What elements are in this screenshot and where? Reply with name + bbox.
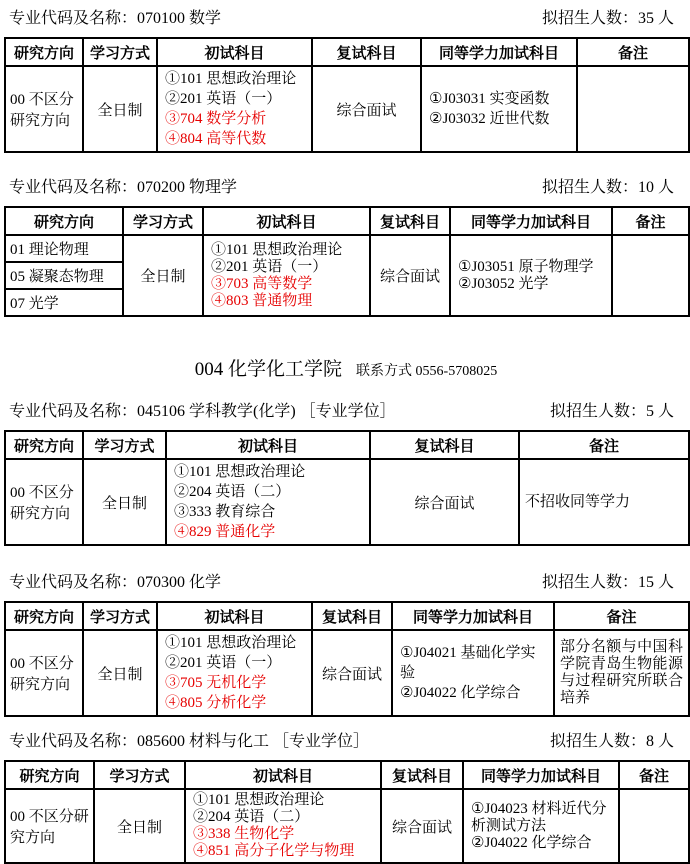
col-header-study-mode: 学习方式 [123,207,203,235]
col-header-remarks: 备注 [612,207,689,235]
subject-line: ③338 生物化学 [193,826,295,842]
header-row [5,431,689,459]
subject-line: ②201 英语（一） [165,91,282,107]
cell-equivalency-subjects [421,66,577,152]
subject-line: ②J03052 光学 [458,275,549,292]
admission-table-070200 [4,206,690,317]
col-header-research-direction: 研究方向 [5,38,83,66]
subject-line: ②204 英语（二） [174,484,291,500]
header-row [5,38,689,66]
cell-initial-subjects [185,789,381,863]
col-header-study-mode: 学习方式 [94,761,185,789]
cell-study-mode: 全日制 [83,459,166,545]
major-section-070100 [4,8,688,153]
cell-initial-subjects [203,235,370,316]
subject-line: ②204 英语（二） [193,809,310,825]
major-code-title: 专业代码及名称：070100 数学 [9,10,222,27]
col-header-remarks: 备注 [577,38,689,66]
cell-research-direction: 00 不区分研究方向 [5,66,83,152]
col-header-retest: 复试科目 [370,431,519,459]
col-header-retest: 复试科目 [381,761,463,789]
col-header-research-direction: 研究方向 [5,761,94,789]
enrollment-count: 拟招生人数：5 人 [549,403,674,420]
col-header-initial-exam: 初试科目 [166,431,370,459]
document-page [0,8,690,864]
college-heading [4,357,688,385]
col-header-equivalency-exam: 同等学力加试科目 [463,761,619,789]
cell-remark: 不招收同等学力 [519,459,689,545]
table-row [5,630,689,716]
col-header-equivalency-exam: 同等学力加试科目 [450,207,612,235]
cell-research-direction: 01 理论物理 [5,235,123,262]
subject-line: ②201 英语（一） [211,258,328,275]
enrollment-count: 拟招生人数：10 人 [541,179,674,196]
subject-line: ①J04023 材料近代分析测试方法 [471,800,607,834]
cell-remark [612,235,689,316]
major-section-070300 [4,572,688,717]
header-row [5,602,689,630]
subject-line: ③704 数学分析 [165,111,267,127]
col-header-retest: 复试科目 [370,207,450,235]
cell-initial-subjects [166,459,370,545]
col-header-retest: 复试科目 [312,602,392,630]
admission-table-070300 [4,601,690,717]
col-header-remarks: 备注 [619,761,689,789]
col-header-initial-exam: 初试科目 [203,207,370,235]
table-row [5,235,689,262]
cell-initial-subjects [157,66,312,152]
col-header-research-direction: 研究方向 [5,431,83,459]
subject-line: ①J03031 实变函数 [429,91,550,107]
cell-study-mode: 全日制 [94,789,185,863]
col-header-initial-exam: 初试科目 [157,602,312,630]
col-header-remarks: 备注 [519,431,689,459]
subject-line: ④803 普通物理 [211,292,313,309]
subject-line: ②J03032 近世代数 [429,111,550,127]
college-title: 004 化学化工学院 [194,359,343,380]
subject-line: ④805 分析化学 [165,695,267,711]
col-header-retest: 复试科目 [312,38,421,66]
cell-retest: 综合面试 [312,630,392,716]
col-header-study-mode: 学习方式 [83,431,166,459]
header-row [5,761,689,789]
major-code-title: 专业代码及名称：085600 材料与化工 ［专业学位］ [9,733,370,750]
subject-line: ④851 高分子化学与物理 [193,843,355,859]
cell-equivalency-subjects [463,789,619,863]
cell-remark [619,789,689,863]
cell-retest: 综合面试 [370,459,519,545]
subject-line: ①J04021 基础化学实验 [400,645,536,681]
enrollment-count: 拟招生人数：8 人 [549,733,674,750]
col-header-study-mode: 学习方式 [83,38,157,66]
major-section-070200 [4,177,688,317]
cell-study-mode: 全日制 [83,630,157,716]
cell-initial-subjects [157,630,312,716]
cell-equivalency-subjects [450,235,612,316]
cell-equivalency-subjects [392,630,554,716]
cell-study-mode: 全日制 [123,235,203,316]
col-header-research-direction: 研究方向 [5,602,83,630]
major-section-045106 [4,401,688,546]
subject-line: ①101 思想政治理论 [193,792,325,808]
college-contact: 联系方式 0556-5708025 [356,364,498,379]
admission-table-070100 [4,37,690,153]
subject-line: ④829 普通化学 [174,524,276,540]
section-header [4,572,688,594]
admission-table-045106 [4,430,690,546]
cell-research-direction: 05 凝聚态物理 [5,262,123,289]
section-header [4,731,688,753]
section-header [4,177,688,199]
table-row [5,789,689,863]
cell-remark [577,66,689,152]
col-header-initial-exam: 初试科目 [157,38,312,66]
col-header-equivalency-exam: 同等学力加试科目 [392,602,554,630]
subject-line: ①101 思想政治理论 [211,241,343,258]
section-header [4,8,688,30]
major-code-title: 专业代码及名称：070200 物理学 [9,179,238,196]
subject-line: ②J04022 化学综合 [400,685,521,701]
table-row [5,66,689,152]
subject-line: ③703 高等数学 [211,275,313,292]
major-code-title: 专业代码及名称：070300 化学 [9,574,222,591]
col-header-research-direction: 研究方向 [5,207,123,235]
cell-research-direction: 07 光学 [5,289,123,316]
cell-research-direction: 00 不区分研究方向 [5,459,83,545]
subject-line: ②J04022 化学综合 [471,834,592,851]
col-header-remarks: 备注 [554,602,689,630]
table-row [5,459,689,545]
header-row [5,207,689,235]
cell-research-direction: 00 不区分研究方向 [5,789,94,863]
enrollment-count: 拟招生人数：35 人 [541,10,674,27]
major-code-title: 专业代码及名称：045106 学科教学(化学) ［专业学位］ [9,403,396,420]
subject-line: ②201 英语（一） [165,655,282,671]
cell-remark: 部分名额与中国科学院青岛生物能源与过程研究所联合培养 [554,630,689,716]
major-section-085600 [4,731,688,864]
cell-retest: 综合面试 [381,789,463,863]
section-header [4,401,688,423]
subject-line: ③333 教育综合 [174,504,276,520]
col-header-study-mode: 学习方式 [83,602,157,630]
cell-retest: 综合面试 [312,66,421,152]
subject-line: ①101 思想政治理论 [165,71,297,87]
subject-line: ④804 高等代数 [165,131,267,147]
enrollment-count: 拟招生人数：15 人 [541,574,674,591]
admission-table-085600 [4,760,690,864]
cell-study-mode: 全日制 [83,66,157,152]
subject-line: ①101 思想政治理论 [174,464,306,480]
subject-line: ③705 无机化学 [165,675,267,691]
col-header-initial-exam: 初试科目 [185,761,381,789]
col-header-equivalency-exam: 同等学力加试科目 [421,38,577,66]
subject-line: ①J03051 原子物理学 [458,258,594,275]
cell-research-direction: 00 不区分研究方向 [5,630,83,716]
cell-retest: 综合面试 [370,235,450,316]
subject-line: ①101 思想政治理论 [165,635,297,651]
